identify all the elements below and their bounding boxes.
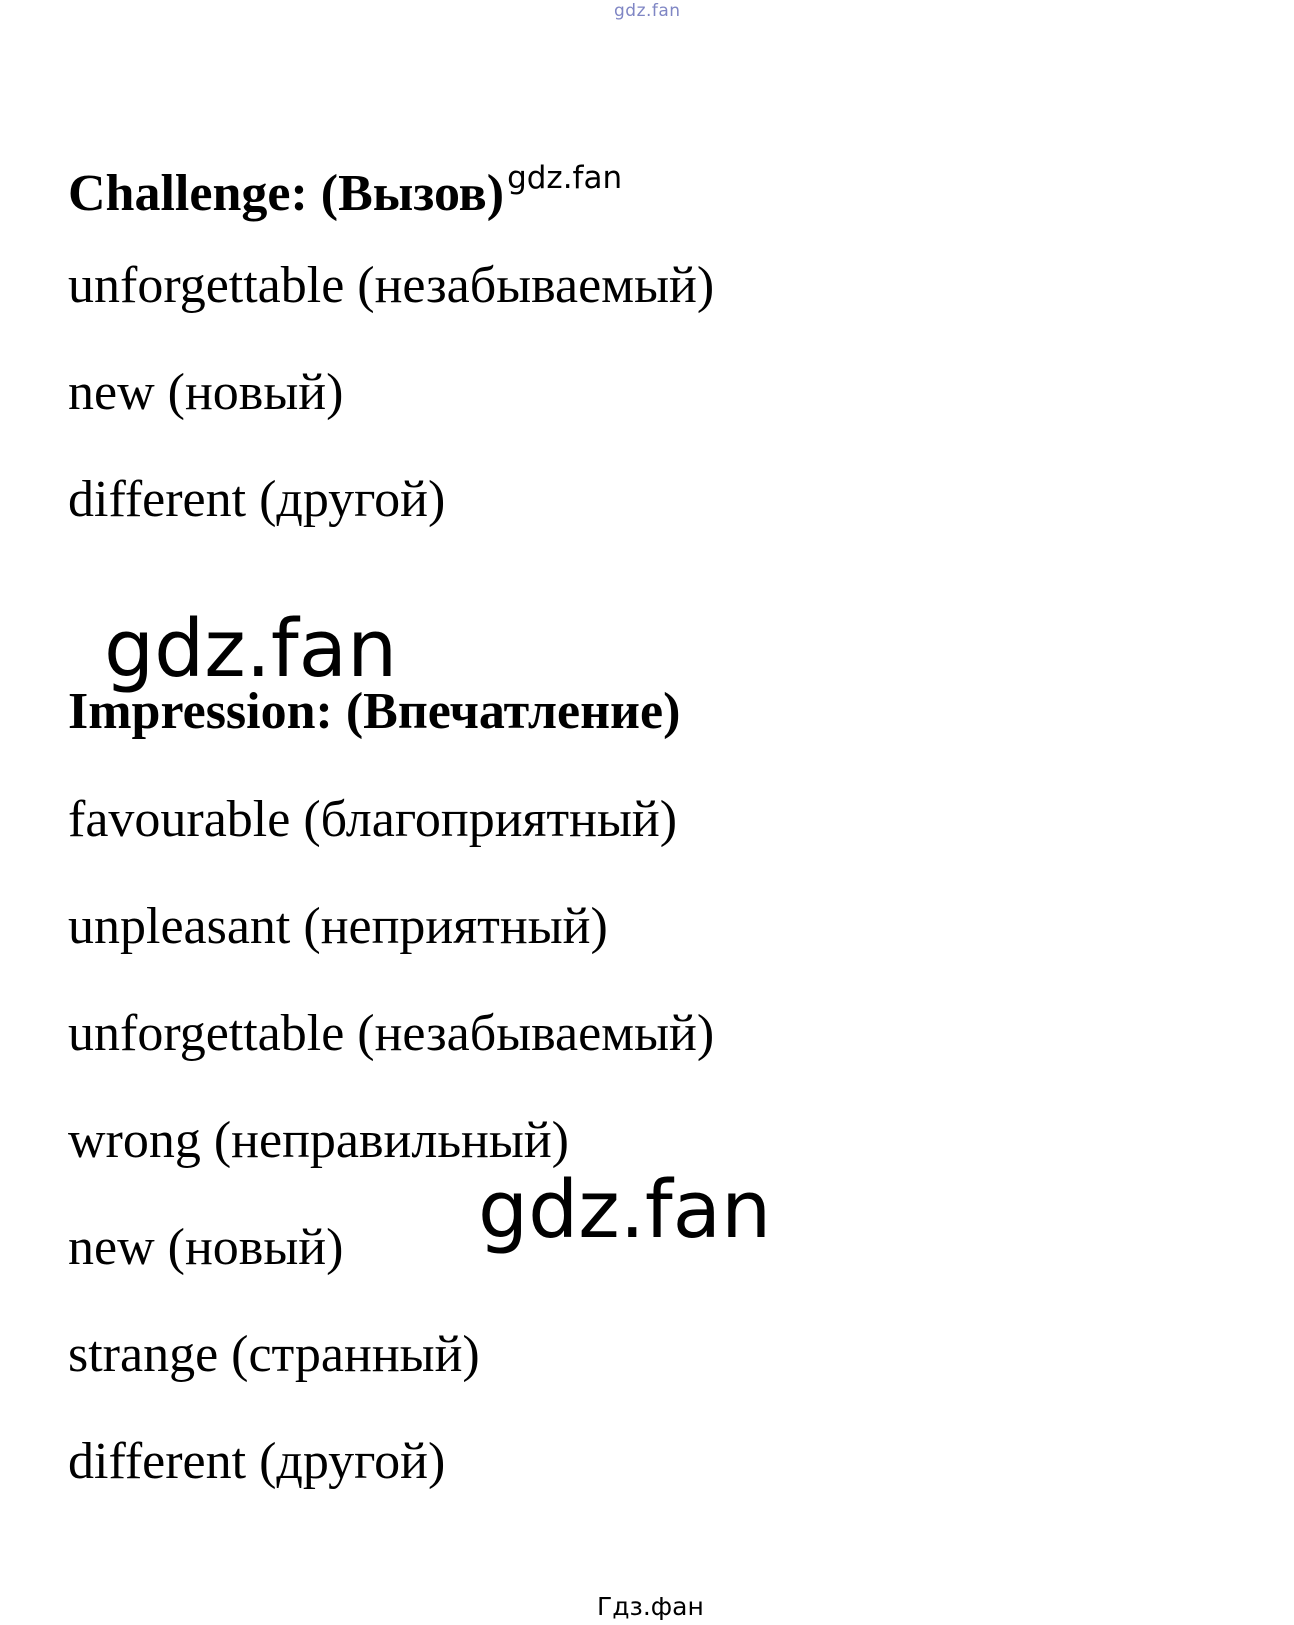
section-heading-text: Challenge: (Вызов) — [68, 165, 505, 222]
list-item: different (другой) — [68, 1433, 446, 1490]
list-item: wrong (неправильный) — [68, 1112, 569, 1169]
list-item: different (другой) — [68, 471, 446, 528]
list-item: unforgettable (незабываемый) — [68, 257, 715, 314]
list-item: unforgettable (незабываемый) — [68, 1005, 715, 1062]
list-item: new (новый) — [68, 364, 344, 421]
top-watermark: gdz.fan — [614, 1, 681, 21]
watermark-large-lower: gdz.fan — [478, 1164, 772, 1256]
word-list-challenge — [68, 256, 714, 577]
footer-watermark: Гдз.фан — [597, 1592, 704, 1621]
section-heading-impression: Impression: (Впечатление) — [68, 683, 681, 740]
inline-watermark: gdz.fan — [507, 160, 623, 196]
list-item: unpleasant (неприятный) — [68, 898, 608, 955]
list-item: strange (странный) — [68, 1326, 480, 1383]
list-item: favourable (благоприятный) — [68, 791, 678, 848]
section-heading-challenge — [68, 148, 622, 224]
watermark-large-middle: gdz.fan — [104, 603, 398, 695]
list-item: new (новый) — [68, 1219, 344, 1276]
